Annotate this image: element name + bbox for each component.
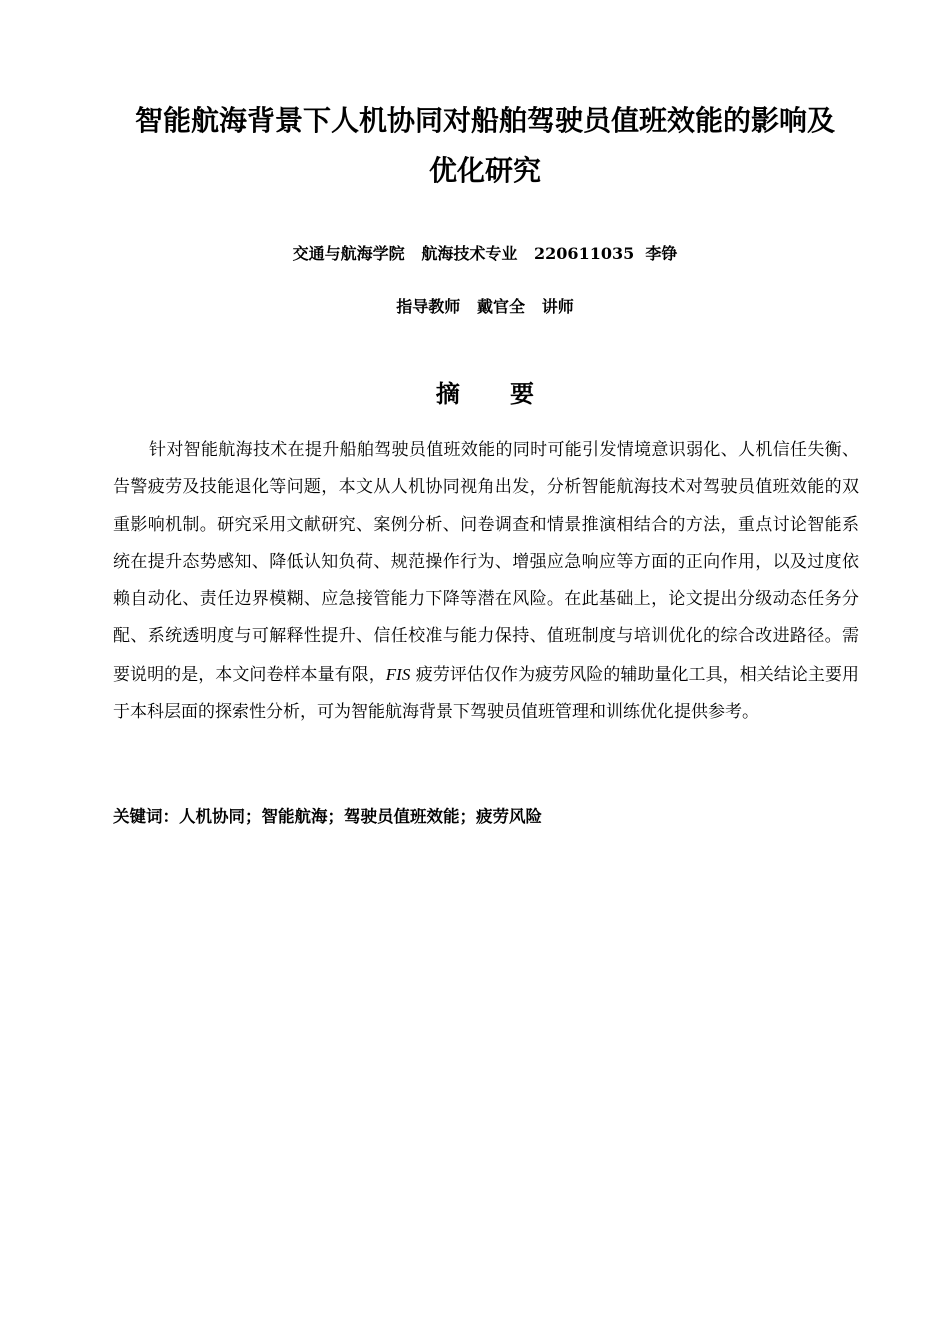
author-info: 交通与航海学院 航海技术专业 220611035 李铮 — [292, 244, 678, 263]
abstract-fis-term: FIS — [385, 664, 411, 684]
abstract-text-part-1: 针对智能航海技术在提升船舶驾驶员值班效能的同时可能引发情境意识弱化、人机信任失衡、告警疲劳及技能退化等问题，本文从人机协同视角出发，分析智能航海技术对驾驶员值班效能的双重影响机制。研究采用文献研究、案例分析、问卷调查和情景推演相结合的方法，重点讨论智能系统在提升态势感知、降低认知负荷、规范操作行为、增强应急响应等方面的正向作用，以及过度依赖自动化、责任边界模糊、应急接管能力下降等潜在风险。在此基础上，论文提出分级动态任务分配、系统透明度与可解释性提升、信任校准与能力保持、值班制度与培训优化的综合改进路径。需要说明的是，本文问卷样本量有限， — [113, 440, 859, 685]
paper-title — [112, 96, 858, 196]
paper-title-line-1: 智能航海背景下人机协同对船舶驾驶员值班效能的影响及 — [134, 104, 835, 137]
abstract-heading: 摘 要 — [435, 380, 535, 408]
abstract-body — [113, 432, 859, 731]
paper-title-line-2: 优化研究 — [428, 154, 541, 187]
abstract-text-part-2: 疲劳评估仅作为疲劳风险的辅助量化工具，相关结论主要用于本科层面的探索性分析，可为智能航海背景下驾驶员值班管理和训练优化提供参考。 — [113, 664, 859, 723]
advisor-info: 指导教师 戴官全 讲师 — [396, 297, 574, 316]
keywords-line: 关键词：人机协同；智能航海；驾驶员值班效能；疲劳风险 — [113, 807, 542, 826]
